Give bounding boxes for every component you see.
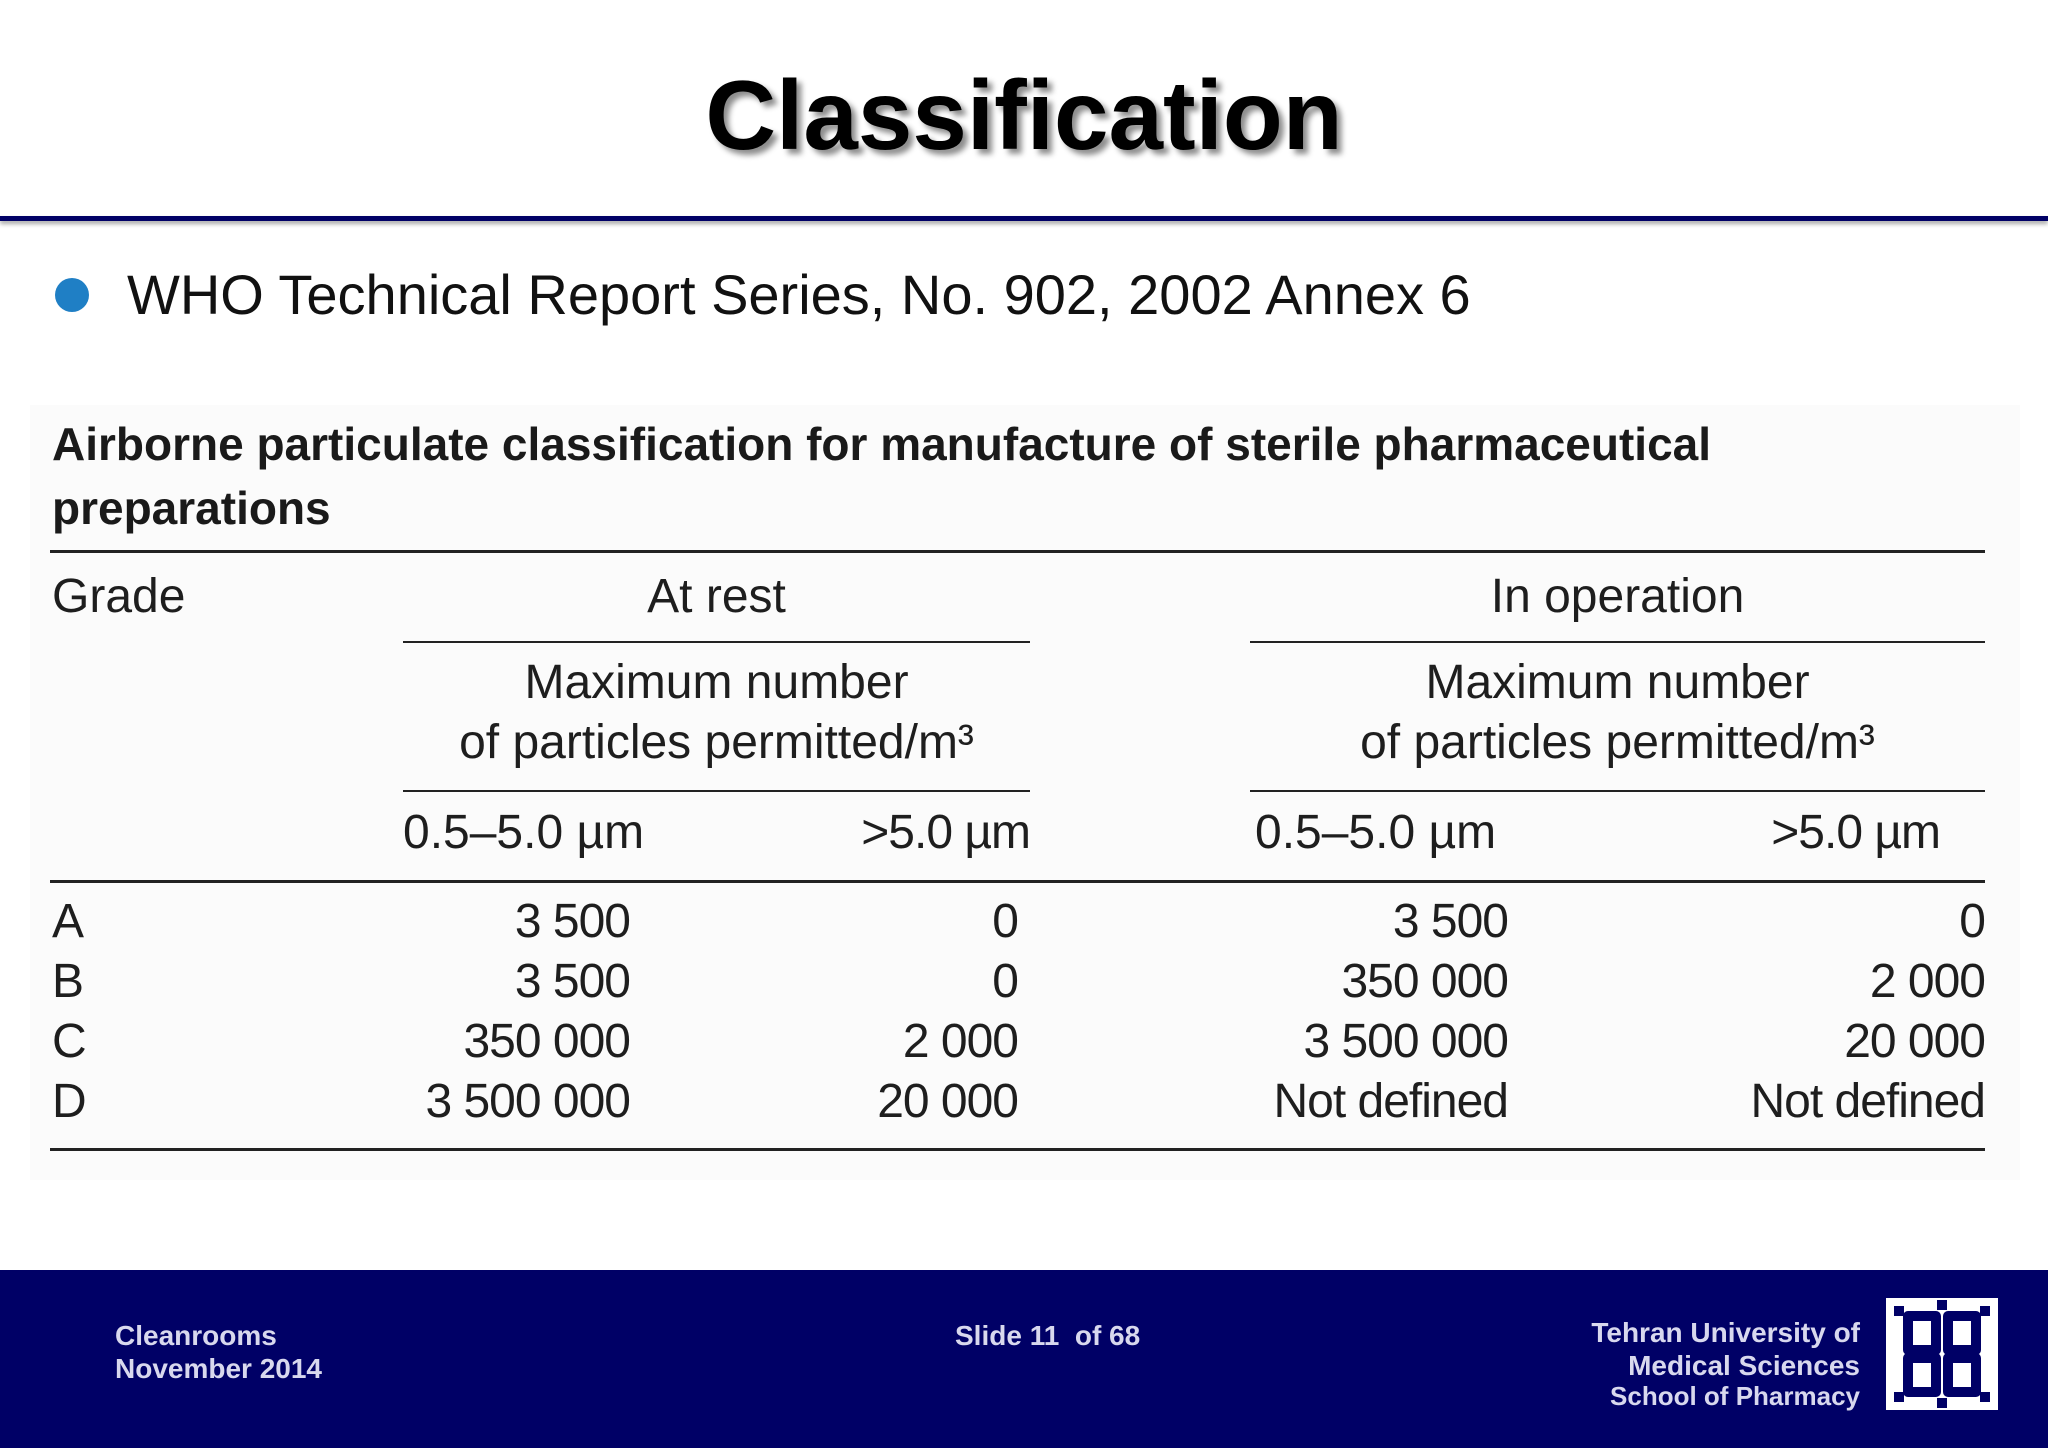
- op-large-cell: 0: [1959, 895, 1985, 948]
- in-operation-subheader-line2: of particles permitted/m³: [1360, 716, 1875, 769]
- grade-header: Grade: [52, 570, 186, 623]
- op-small-cell: 350 000: [1341, 955, 1508, 1008]
- table-caption: Airborne particulate classification for manufacture of sterile pharmaceutical preparations: [52, 418, 1712, 534]
- bullet-text: WHO Technical Report Series, No. 902, 2002 Annex 6: [127, 263, 1471, 326]
- table-bottom-rule: [50, 1148, 1985, 1151]
- op-large-cell: Not defined: [1750, 1075, 1985, 1128]
- op-large-cell: 2 000: [1869, 955, 1985, 1008]
- rest-small-cell: 3 500: [514, 895, 630, 948]
- header-bottom-rule: [50, 880, 1985, 883]
- op-small-cell: 3 500 000: [1303, 1015, 1508, 1068]
- slide-title: Classification: [705, 60, 1343, 170]
- title-divider: [0, 216, 2048, 221]
- rest-small-cell: 3 500 000: [425, 1075, 630, 1128]
- footer-right-line2: Medical Sciences: [1628, 1350, 1860, 1381]
- in-operation-size-large: >5.0 µm: [1771, 806, 1940, 859]
- in-operation-subheader-rule: [1250, 790, 1985, 792]
- at-rest-subheader-line1: Maximum number: [524, 656, 909, 709]
- slide-number: Slide 11 of 68: [955, 1320, 1141, 1351]
- footer-left-line1: Cleanrooms: [115, 1320, 277, 1351]
- footer-left-line2: November 2014: [115, 1353, 323, 1384]
- rest-small-cell: 350 000: [463, 1015, 630, 1068]
- rest-large-cell: 2 000: [902, 1015, 1018, 1068]
- op-small-cell: 3 500: [1392, 895, 1508, 948]
- in-operation-size-small: 0.5–5.0 µm: [1255, 806, 1497, 859]
- footer-right-line1: Tehran University of: [1591, 1317, 1860, 1348]
- op-small-cell: Not defined: [1273, 1075, 1508, 1128]
- at-rest-header: At rest: [647, 570, 786, 623]
- logo-mark: [1886, 1298, 1998, 1410]
- grade-cell: C: [52, 1015, 87, 1068]
- op-large-cell: 20 000: [1844, 1015, 1985, 1068]
- at-rest-group-rule: [403, 641, 1030, 643]
- bullet-dot-icon: [55, 278, 89, 312]
- at-rest-size-large: >5.0 µm: [861, 806, 1030, 859]
- grade-cell: A: [52, 895, 85, 948]
- university-logo-icon: [1886, 1298, 1998, 1410]
- in-operation-group-rule: [1250, 641, 1985, 643]
- grade-cell: D: [52, 1075, 87, 1128]
- in-operation-subheader-line1: Maximum number: [1425, 656, 1810, 709]
- bullet-item: [55, 262, 1471, 327]
- in-operation-header: In operation: [1490, 570, 1745, 623]
- rest-large-cell: 0: [992, 955, 1018, 1008]
- slide-footer: [0, 1270, 2048, 1448]
- table-top-rule: [50, 550, 1985, 553]
- at-rest-size-small: 0.5–5.0 µm: [403, 806, 645, 859]
- footer-right-line3: School of Pharmacy: [1610, 1381, 1860, 1411]
- at-rest-subheader-line2: of particles permitted/m³: [459, 716, 974, 769]
- at-rest-subheader-rule: [403, 790, 1030, 792]
- rest-large-cell: 0: [992, 895, 1018, 948]
- rest-large-cell: 20 000: [877, 1075, 1018, 1128]
- grade-cell: B: [52, 955, 85, 1008]
- rest-small-cell: 3 500: [514, 955, 630, 1008]
